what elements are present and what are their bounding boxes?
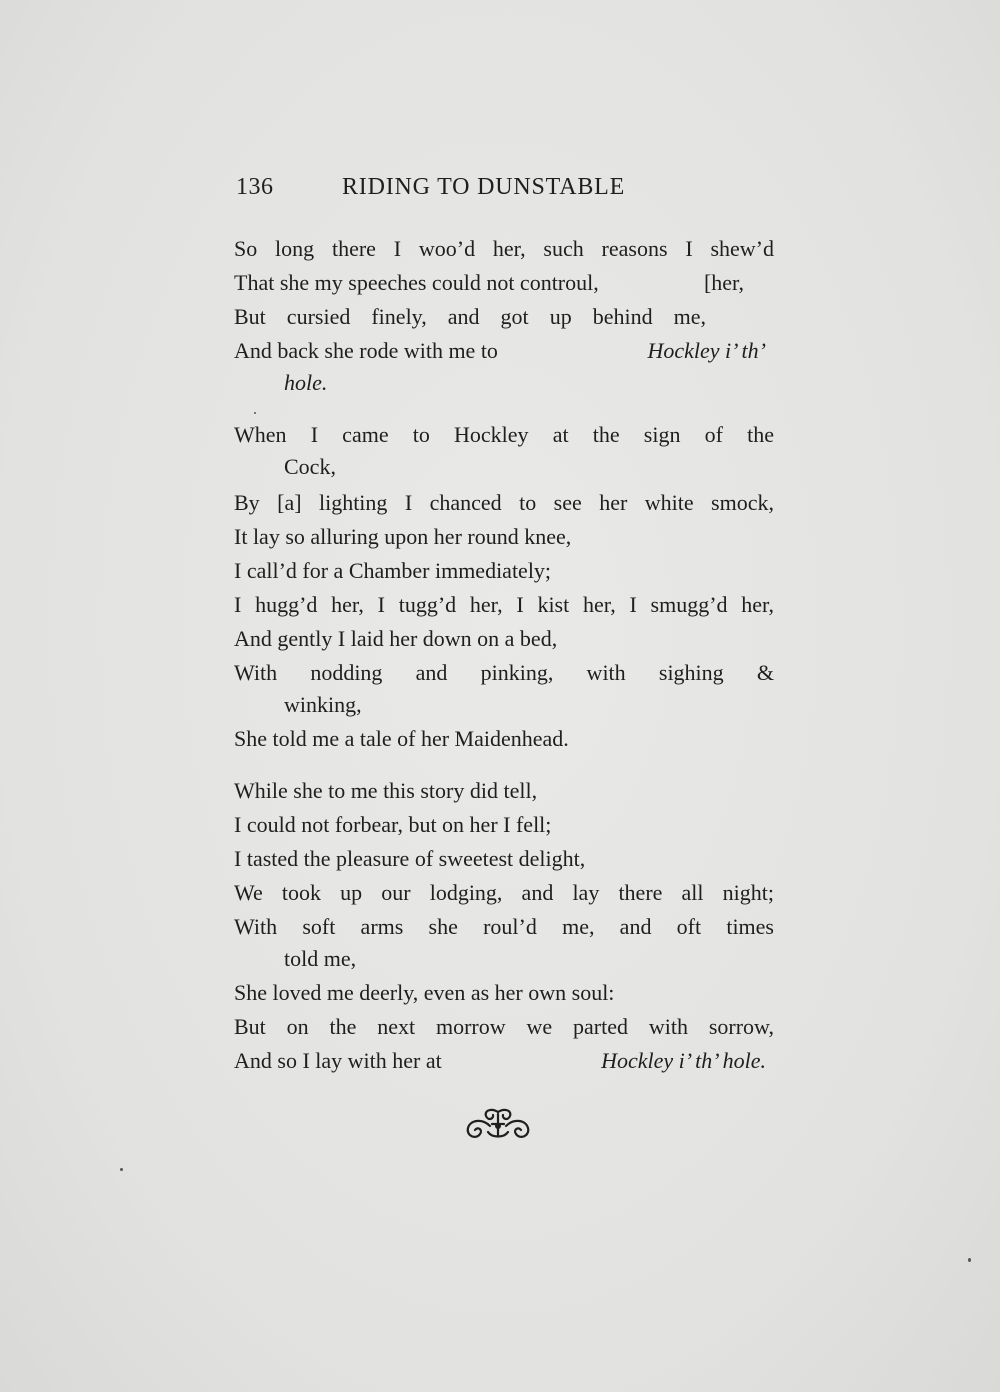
- paper-speck: [254, 412, 256, 414]
- verse-line: While she to me this story did tell,: [234, 778, 538, 803]
- verse-line-runover: hole.: [284, 370, 328, 395]
- verse-line: We took up our lodging, and lay there all night;: [234, 880, 774, 905]
- verse-line-runover: Cock,: [284, 454, 336, 479]
- verse-line: But on the next morrow we parted with sorrow,: [234, 1014, 774, 1039]
- verse-line: I could not forbear, but on her I fell;: [234, 812, 552, 837]
- verse-line: By [a] lighting I chanced to see her white smock,: [234, 490, 774, 515]
- verse-line: And back she rode with me to Hockley i’ th’: [234, 336, 774, 366]
- running-title: RIDING TO DUNSTABLE: [342, 174, 626, 200]
- running-head: [236, 174, 676, 208]
- verse-line-runover: winking,: [284, 692, 362, 717]
- verse-line: She loved me deerly, even as her own soul:: [234, 980, 615, 1005]
- verse-line: I hugg’d her, I tugg’d her, I kist her, I smugg’d her,: [234, 592, 774, 617]
- verse-line: But cursied finely, and got up behind me,: [234, 304, 706, 329]
- paper-speck: [120, 1168, 123, 1171]
- verse-line: She told me a tale of her Maidenhead.: [234, 726, 569, 751]
- verse-line: It lay so alluring upon her round knee,: [234, 524, 572, 549]
- verse-line: And so I lay with her at Hockley i’ th’ hole.: [234, 1046, 774, 1076]
- verse-line: With soft arms she roul’d me, and oft times: [234, 914, 774, 939]
- place-name: Hockley i’ th’: [647, 338, 766, 363]
- verse-line: That she my speeches could not controul, [her,: [234, 268, 774, 298]
- ornament-icon: [462, 1106, 534, 1146]
- verse-line: I tasted the pleasure of sweetest delight,: [234, 846, 586, 871]
- verse-line: When I came to Hockley at the sign of the: [234, 422, 774, 447]
- paper-speck: [968, 1258, 971, 1262]
- turnover-word: [her,: [703, 270, 744, 295]
- page-number: 136: [236, 174, 274, 200]
- verse-line: I call’d for a Chamber immediately;: [234, 558, 552, 583]
- verse-line: With nodding and pinking, with sighing &: [234, 660, 774, 685]
- verse-line: So long there I woo’d her, such reasons I shew’d: [234, 236, 774, 261]
- place-name: Hockley i’ th’ hole.: [601, 1048, 766, 1073]
- verse-line-runover: told me,: [284, 946, 357, 971]
- verse-line: And gently I laid her down on a bed,: [234, 626, 558, 651]
